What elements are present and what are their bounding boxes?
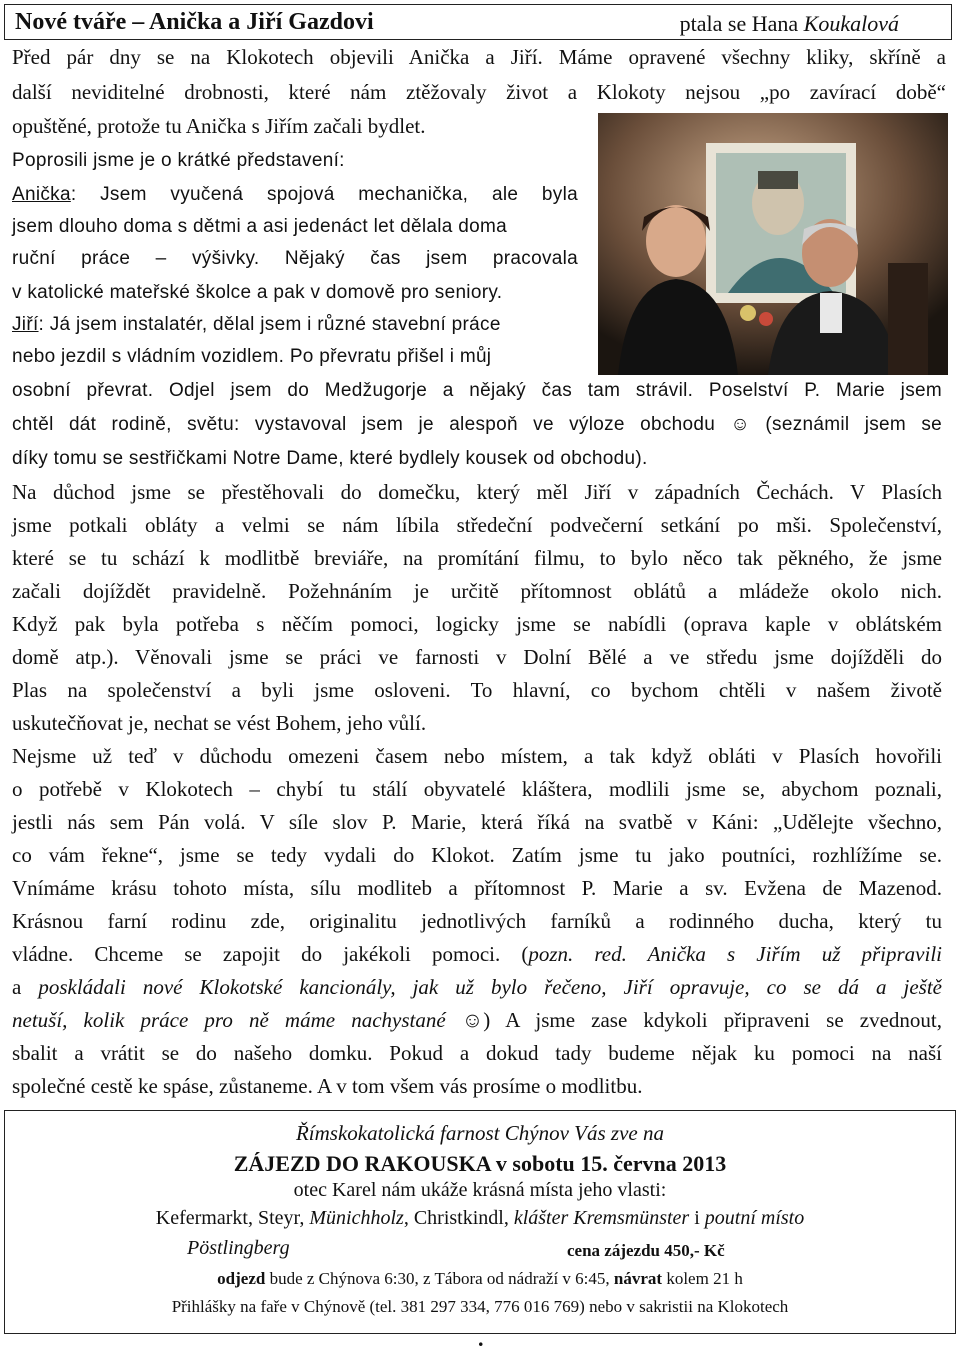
article-line-text: Já jsem instalatér, dělal jsem i různé stavební práce <box>49 314 501 335</box>
article-title: Nové tváře – Anička a Jiří Gazdovi <box>15 9 374 35</box>
article-line: v katolické mateřské školce a pak v domově pro seniory. <box>12 282 503 303</box>
article-line: opuštěné, protože tu Anička s Jiřím začali bydlet. <box>12 114 426 138</box>
byline-author: Koukalová <box>803 11 899 36</box>
article-line: Vnímáme krásu tohoto místa, sílu modliteb a přítomnost P. Marie a sv. Evžena de Mazenod. <box>12 876 942 900</box>
editor-note: poskládali nové Klokotské kancionály, jak už bylo řečeno, Jiří opravuje, co se dá a ještě <box>38 975 942 999</box>
article-line: Před pár dny se na Klokotech objevili Anička a Jiří. Máme opravené všechny kliky, skříně a <box>12 45 946 69</box>
couple-photo <box>598 113 948 375</box>
invite-headline: ZÁJEZD DO RAKOUSKA v sobotu 15. června 2013 <box>233 1151 727 1176</box>
invite-price: cena zájezdu 450,- Kč <box>567 1241 725 1260</box>
article-line: jestli nás sem Pán volá. V síle slov P. Marie, která říká na svatbě v Káni: „Udělejte všechno, <box>12 810 942 834</box>
trip-invitation-box <box>4 1110 956 1334</box>
article-line: jsme potkali obláty a velmi se nám líbila středeční podvečerní setkání po mši. Společenství, <box>12 513 942 537</box>
editor-note: netuší, kolik práce pro ně máme nachystané ☺ <box>12 1008 484 1032</box>
article-line: Poprosili jsme je o krátké představení: <box>12 150 345 171</box>
photo-illustration <box>598 113 948 375</box>
article-line: nebo jezdil s vládním vozidlem. Po převratu přišel i můj <box>12 346 492 367</box>
article-line: Když pak byla potřeba s něčím pomoci, logicky jsme se nabídli (oprava kaple v oblátském <box>12 612 942 636</box>
article-header <box>4 4 952 40</box>
article-line: které se tu schází k modlitbě breviáře, na promítání filmu, to bylo něco tak pěkného, že jsme <box>12 546 942 570</box>
article-line: Anička: Jsem vyučená spojová mechanička, ale byla <box>12 184 578 205</box>
article-line-text: ) A jsme zase kdykoli připraveni se zvednout, <box>483 1008 943 1032</box>
article-line: uskutečňovat je, nechat se vést Bohem, jeho vůlí. <box>12 711 427 735</box>
departure-label: odjezd <box>217 1269 266 1288</box>
place-text: Münichholz <box>309 1207 404 1229</box>
article-line: Jiří: Já jsem instalatér, dělal jsem i různé stavební práce <box>12 314 501 335</box>
article-line <box>12 941 942 967</box>
article-line: další neviditelné drobnosti, které nám ztěžovaly život a Klokoty nejsou „po zavírací době“ <box>12 80 946 104</box>
return-text: kolem 21 h <box>662 1269 743 1288</box>
article-line: domě atp.). Věnovali jsme se práci ve farnosti v Dolní Bělé a ve středu jsme dojížděli do <box>12 645 942 669</box>
speaker-anicka: Anička <box>12 184 71 205</box>
article-line: Krásnou farní rodinu zde, originalitu jednotlivých farníků a rodinného ducha, který tu <box>12 909 942 933</box>
departure-text: bude z Chýnova 6:30, z Tábora od nádraží v 6:45, <box>265 1269 614 1288</box>
article-line: o potřebě v Klokotech – chybí tu stálí obyvatelé kláštera, modlili jsme se, abychom poznali, <box>12 777 942 801</box>
article-line-text: a <box>12 975 39 999</box>
invite-signup: Přihlášky na faře v Chýnově (tel. 381 297 334, 776 016 769) nebo v sakristii na Klokotech <box>171 1297 789 1316</box>
article-line: začali dojíždět pravidelně. Požehnáním je určitě přítomnost oblátů a mládeže okolo nich. <box>12 579 942 603</box>
editor-note: pozn. red. Anička s Jiřím už připravili <box>528 942 943 966</box>
article-line: co vám řekne“, jsme se tedy vydali do Klokot. Zatím jsme tu jako poutníci, rozhlížíme se. <box>12 843 942 867</box>
article-byline <box>680 11 899 37</box>
invite-subtitle: otec Karel nám ukáže krásná místa jeho vlasti: <box>293 1179 667 1201</box>
place-text: Kefermarkt, Steyr, <box>155 1207 310 1229</box>
article-line: společné cestě ke spáse, zůstaneme. A v tom všem vás prosíme o modlitbu. <box>12 1074 643 1098</box>
invite-departure <box>5 1269 955 1289</box>
article-line: osobní převrat. Odjel jsem do Medžugorje a nějaký čas tam strávil. Poselství P. Marie jsem <box>12 380 942 401</box>
article-line: sbalit a vrátit se do našeho domku. Pokud a dokud tady budeme nějak ku pomoci na naší <box>12 1041 942 1065</box>
article-line: Nejsme už teď v důchodu omezeni časem nebo místem, a tak když obláti v Plasích hovořili <box>12 744 942 768</box>
article-line-text: vládne. Chceme se zapojit do jakékoli pomoci. ( <box>12 942 529 966</box>
invite-places <box>5 1207 955 1230</box>
place-text: poutní místo <box>704 1207 805 1229</box>
article-line: ruční práce – výšivky. Nějaký čas jsem pracovala <box>12 248 578 269</box>
article-line-text: Jsem vyučená spojová mechanička, ale byla <box>100 184 578 205</box>
place-text: i <box>689 1207 705 1229</box>
return-label: návrat <box>613 1269 663 1288</box>
place-text: , Christkindl, <box>403 1207 514 1229</box>
article-line <box>12 974 942 1000</box>
invite-place-last: Pöstlingberg <box>187 1237 290 1259</box>
byline-prefix: ptala se Hana <box>679 11 799 36</box>
article-line: chtěl dát rodině, světu: vystavoval jsem je alespoň ve výloze obchodu ☺ (seznámil jsem se <box>12 414 942 435</box>
article-line: Plas na společenství a byli jsme osloveni. To hlavní, co bychom chtěli v našem životě <box>12 678 942 702</box>
footer-dot: . <box>478 1326 484 1351</box>
article-line: díky tomu se sestřičkami Notre Dame, které bydlely kousek od obchodu). <box>12 448 648 469</box>
speaker-jiri: Jiří <box>12 314 39 335</box>
place-text: klášter Kremsmünster <box>513 1207 690 1229</box>
article-line <box>12 1007 942 1033</box>
article-line: jsem dlouho doma s dětmi a asi jedenáct let dělala doma <box>12 216 507 237</box>
invite-parish: Římskokatolická farnost Chýnov Vás zve na <box>295 1121 664 1145</box>
article-line: Na důchod jsme se přestěhovali do domečku, který měl Jiří v západních Čechách. V Plasích <box>12 480 942 504</box>
